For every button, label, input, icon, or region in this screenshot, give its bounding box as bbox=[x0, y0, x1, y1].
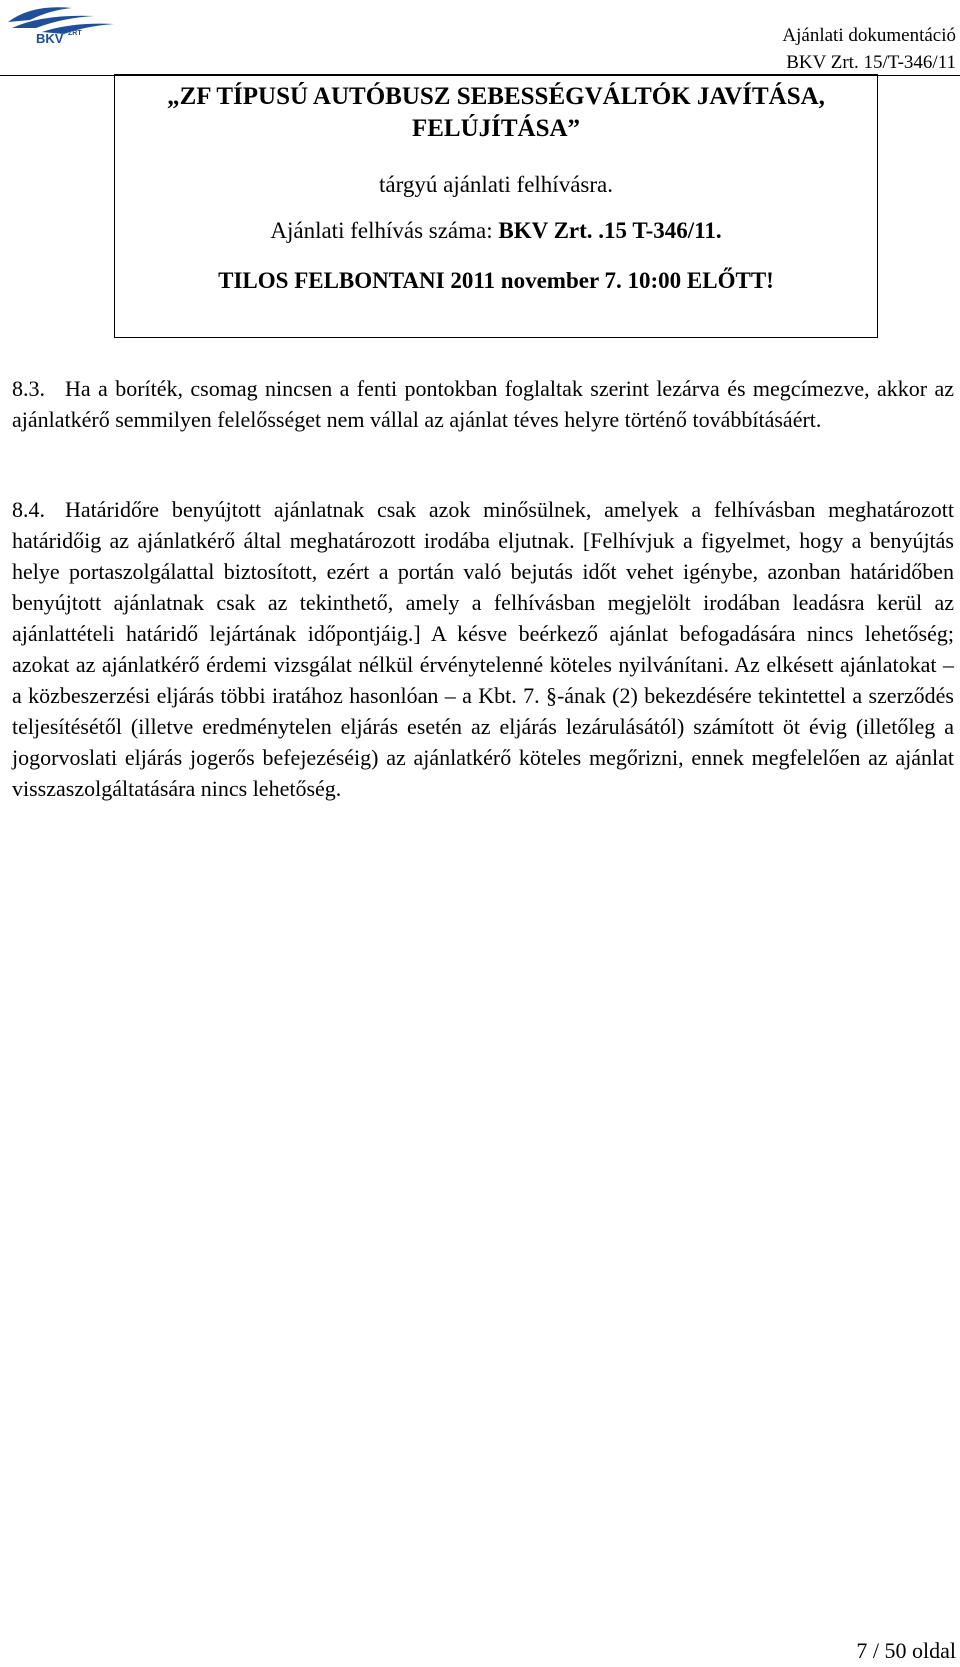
doc-type-label: Ajánlati dokumentáció bbox=[782, 25, 956, 46]
box-reference-line bbox=[115, 215, 877, 247]
section-text: Határidőre benyújtott ajánlatnak csak azok minősülnek, amelyek a felhívásban meghatározott határidőig az ajánlatkérő által meghatározott irodába eljutnak. [Felhívjuk a figyelmet, hogy a benyújtás helye portaszolgálattal biztosított, ezért a portán való bejutás időt vehet igénybe, azonban határidőben benyújtott ajánlatnak csak az tekinthető, amely a felhívásban megjelölt irodában leadásra kerül az ajánlattételi határidő lejártának időpontjáig.] A késve beérkező ajánlat befogadására nincs lehetőség; azokat az ajánlatkérő érdemi vizsgálat nélkül érvénytelenné köteles nyilvánítani. Az elkésett ajánlatokat – a közbeszerzési eljárás többi iratához hasonlóan – a Kbt. 7. §-ának (2) bekezdésére tekintettel a szerződés teljesítésétől (illetve eredménytelen eljárás esetén az eljárás lezárulásától) számított öt évig (illetőleg a jogorvoslati eljárás jogerős befejezéséig) az ajánlatkérő köteles megőrizni, ennek megfelelően az ajánlat visszaszolgáltatására nincs lehetőség. bbox=[12, 497, 954, 801]
bkv-logo bbox=[2, 2, 120, 46]
doc-reference: BKV Zrt. 15/T-346/11 bbox=[786, 52, 956, 73]
page-number: 7 / 50 oldal bbox=[856, 1638, 956, 1663]
box-title-line-1: „ZF TÍPUSÚ AUTÓBUSZ SEBESSÉGVÁLTÓK JAVÍTÁSA, bbox=[167, 83, 825, 110]
box-ref-label: Ajánlati felhívás száma: bbox=[270, 218, 499, 243]
section-8-4 bbox=[12, 494, 954, 804]
section-number: 8.3. bbox=[12, 376, 45, 401]
section-text: Ha a boríték, csomag nincsen a fenti pontokban foglaltak szerint lezárva és megcímezve, akkor az ajánlatkérő semmilyen felelősséget nem vállal az ajánlat téves helyre történő továbbításáért. bbox=[12, 376, 954, 432]
box-warning-line: TILOS FELBONTANI 2011 november 7. 10:00 ELŐTT! bbox=[218, 268, 774, 293]
document-header bbox=[782, 22, 956, 76]
box-ref-value: BKV Zrt. .15 T-346/11. bbox=[498, 218, 722, 243]
envelope-label-box bbox=[114, 74, 878, 338]
box-subject-line: tárgyú ajánlati felhívásra. bbox=[379, 172, 613, 197]
svg-text:BKV: BKV bbox=[36, 31, 64, 46]
box-title-line-2: FELÚJÍTÁSA” bbox=[411, 115, 581, 142]
section-number: 8.4. bbox=[12, 497, 45, 522]
section-8-3 bbox=[12, 373, 954, 435]
svg-text:ZRT: ZRT bbox=[68, 30, 82, 37]
